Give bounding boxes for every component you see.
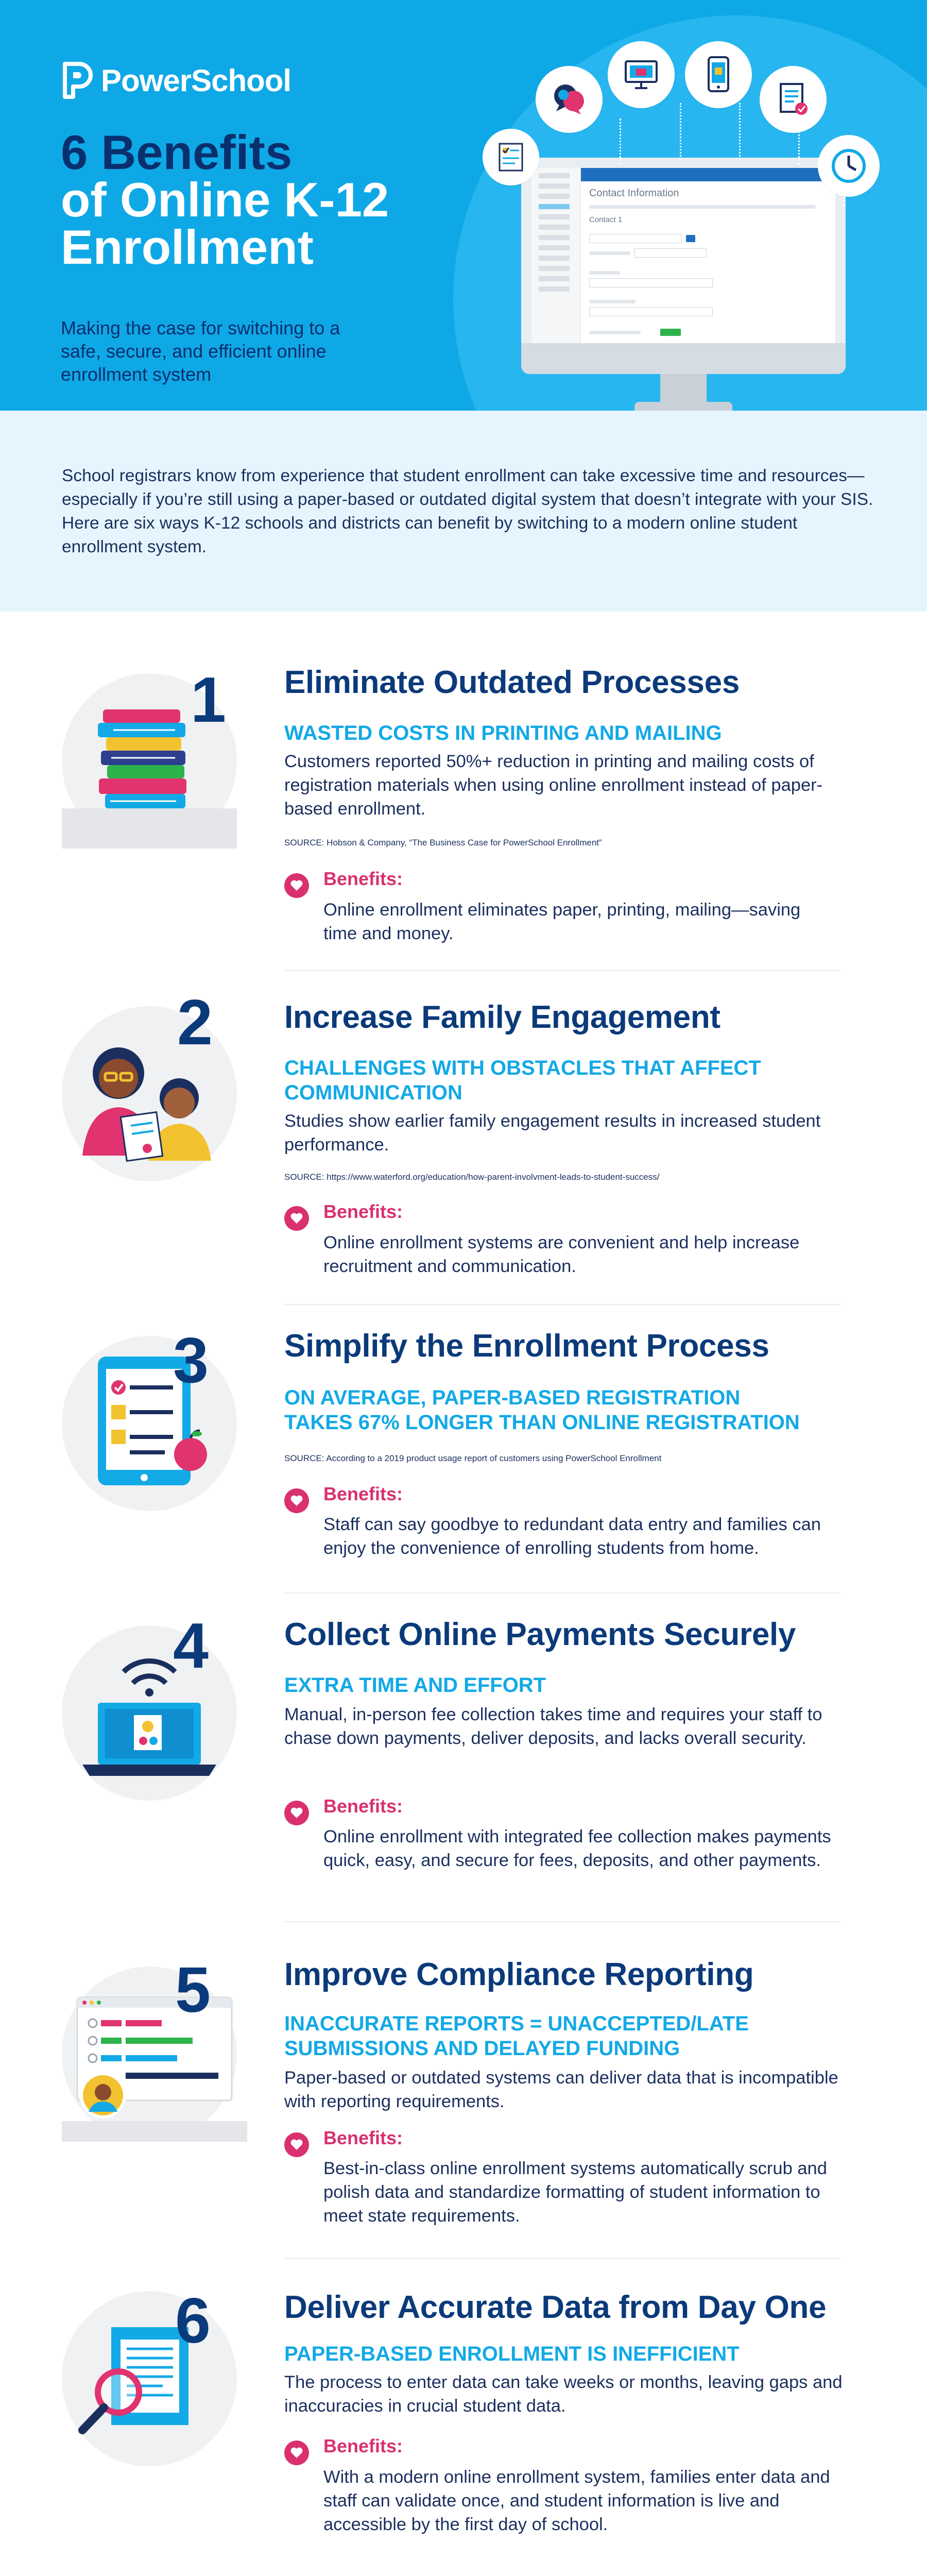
- benefits-label: Benefits:: [323, 2127, 403, 2148]
- benefit-body: Customers reported 50%+ reduction in printing and mailing costs of registration materials when using online enrollment instead of paper-based enrollment.: [284, 752, 823, 819]
- computer-icon: [608, 41, 675, 108]
- report-chart-icon: [62, 1967, 237, 2142]
- heart-icon: [284, 1801, 309, 1825]
- hero-subtitle: Making the case for switching to a safe, secure, and efficient online enrollment system: [61, 317, 340, 385]
- intro-text: School registrars know from experience that student enrollment can take excessive time and resources—especially if you’re still using a paper-based or outdated digital system that doesn’t integrate with your SIS. Here are six ways K-12 schools and districts can benefit by switching to a modern online student enrollment system.: [62, 466, 873, 556]
- benefit-6: [0, 2257, 927, 2576]
- heart-icon: [284, 2132, 309, 2157]
- benefit-text: Online enrollment systems are convenient and help increase recruitment and communication.: [323, 1233, 800, 1276]
- screen-header: Contact Information: [589, 188, 679, 199]
- benefit-subtitle: PAPER-BASED ENROLLMENT IS INEFFICIENT: [284, 2343, 740, 2365]
- benefit-subtitle: ON AVERAGE, PAPER-BASED REGISTRATION TAKES 67% LONGER THAN ONLINE REGISTRATION: [284, 1386, 800, 1434]
- benefit-body: Paper-based or outdated systems can deliver data that is incompatible with reporting requirements.: [284, 2068, 838, 2111]
- benefit-text: Best-in-class online enrollment systems automatically scrub and polish data and standardize formatting of student information to meet state requirements.: [323, 2159, 827, 2226]
- title-line-2: of Online K-12: [61, 173, 389, 227]
- benefits-label: Benefits:: [323, 2435, 403, 2456]
- benefit-title: Collect Online Payments Securely: [284, 1617, 796, 1652]
- powerschool-p-icon: [61, 61, 94, 100]
- benefit-number: 6: [175, 2285, 211, 2357]
- monitor-illustration: [521, 158, 846, 374]
- benefit-3: [0, 1304, 927, 1592]
- benefit-title: Eliminate Outdated Processes: [284, 665, 740, 700]
- benefit-title: Simplify the Enrollment Process: [284, 1328, 769, 1364]
- benefit-number: 2: [177, 987, 213, 1058]
- monitor-screen: [531, 168, 835, 343]
- benefit-text: Online enrollment eliminates paper, printing, mailing—saving time and money.: [323, 900, 801, 943]
- benefit-text: Online enrollment with integrated fee collection makes payments quick, easy, and secure for fees, deposits, and other payments.: [323, 1827, 831, 1870]
- heart-icon: [284, 2441, 309, 2465]
- page-title: [61, 125, 452, 274]
- benefit-5: [0, 1922, 927, 2257]
- hero-section: [0, 0, 927, 411]
- benefit-body: The process to enter data can take weeks or months, leaving gaps and inaccuracies in crucial student data.: [284, 2372, 843, 2416]
- benefit-source: SOURCE: Hobson & Company, “The Business Case for PowerSchool Enrollment”: [284, 838, 602, 848]
- screen-section-label: Contact 1: [589, 215, 623, 224]
- screen-topbar: [581, 168, 835, 181]
- benefit-text: With a modern online enrollment system, families enter data and staff can validate once, and student information is live and accessible by the first day of school.: [323, 2467, 830, 2534]
- form-checklist-icon: [483, 129, 539, 185]
- benefit-title: Improve Compliance Reporting: [284, 1957, 754, 1992]
- benefit-2: [0, 972, 927, 1302]
- benefit-number: 5: [175, 1955, 211, 2026]
- benefit-subtitle: WASTED COSTS IN PRINTING AND MAILING: [284, 722, 722, 744]
- document-magnifier-icon: [62, 2285, 237, 2466]
- benefit-subtitle: INACCURATE REPORTS = UNACCEPTED/LATE SUBMISSIONS AND DELAYED FUNDING: [284, 2012, 749, 2060]
- benefit-body: Manual, in-person fee collection takes time and requires your staff to chase down payments, deliver deposits, and lacks overall security.: [284, 1705, 822, 1748]
- benefits-label: Benefits:: [323, 868, 403, 889]
- benefit-1: [0, 612, 927, 972]
- divider: [284, 970, 840, 971]
- benefit-subtitle: CHALLENGES WITH OBSTACLES THAT AFFECT COMMUNICATION: [284, 1057, 761, 1104]
- benefit-number: 3: [173, 1325, 209, 1396]
- chat-icon: [536, 66, 603, 133]
- intro-section: [0, 411, 927, 612]
- benefit-source: SOURCE: According to a 2019 product usage report of customers using PowerSchool Enrollment: [284, 1453, 662, 1463]
- heart-icon: [284, 1488, 309, 1513]
- benefit-source: SOURCE: https://www.waterford.org/education/how-parent-involvment-leads-to-student-success/: [284, 1172, 660, 1182]
- heart-icon: [284, 1206, 309, 1231]
- mobile-icon: [685, 41, 752, 108]
- benefits-label: Benefits:: [323, 1483, 403, 1504]
- tablet-checklist-icon: [62, 1336, 237, 1511]
- laptop-payment-icon: [62, 1625, 237, 1801]
- brand-name: PowerSchool: [101, 63, 291, 98]
- benefit-number: 4: [173, 1611, 209, 1682]
- benefit-title: Deliver Accurate Data from Day One: [284, 2290, 827, 2325]
- heart-icon: [284, 873, 309, 898]
- benefits-label: Benefits:: [323, 1201, 403, 1222]
- benefit-title: Increase Family Engagement: [284, 999, 720, 1035]
- benefit-text: Staff can say goodbye to redundant data entry and families can enjoy the convenience of enrolling students from home.: [323, 1515, 821, 1558]
- clock-icon: [818, 135, 880, 197]
- powerschool-logo[interactable]: [61, 61, 291, 100]
- benefit-body: Studies show earlier family engagement results in increased student performance.: [284, 1111, 821, 1155]
- screen-sidebar: [531, 168, 581, 343]
- checklist-icon: [760, 66, 827, 133]
- benefit-number: 1: [191, 665, 226, 736]
- benefits-label: Benefits:: [323, 1795, 403, 1817]
- benefit-4: [0, 1592, 927, 1922]
- benefit-subtitle: EXTRA TIME AND EFFORT: [284, 1674, 546, 1697]
- title-line-1: 6 Benefits: [61, 125, 293, 179]
- title-line-3: Enrollment: [61, 220, 314, 274]
